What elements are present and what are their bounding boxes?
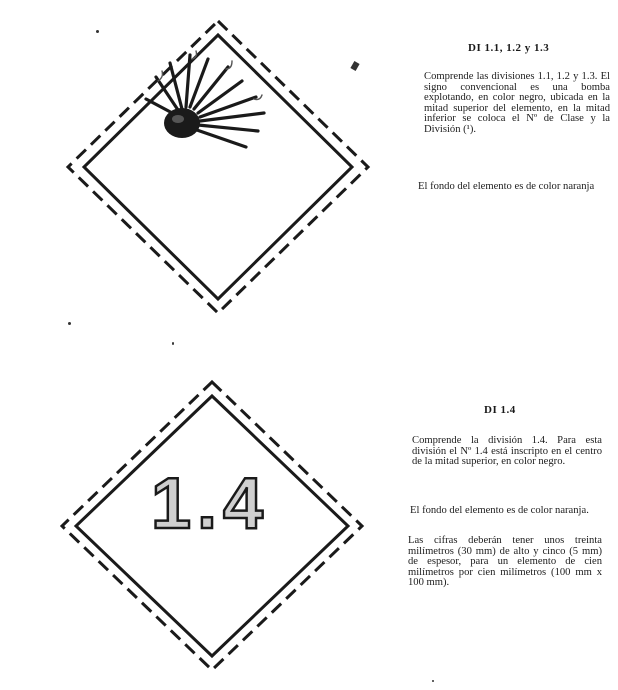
exploding-bomb-icon (146, 51, 264, 147)
explosive-placard-1-1 (60, 15, 376, 315)
section-title-1-1: DI 1.1, 1.2 y 1.3 (468, 42, 550, 54)
section-2-paragraph-2: El fondo del elemento es de color naranja. (410, 505, 589, 516)
section-title-1-4: DI 1.4 (484, 404, 516, 416)
section-1-paragraph-1: Comprende las divisiones 1.1, 1.2 y 1.3. El signo convencional es una bomba explotando, en color negro, ubicada en la mitad superior del elemento, en la mitad inferior se coloca el Nº de Clase y la División (¹). (424, 71, 610, 135)
section-1-paragraph-2: El fondo del elemento es de color naranja (418, 181, 595, 192)
explosive-placard-1-4 (60, 378, 376, 678)
scan-speck (68, 322, 71, 325)
section-2-paragraph-3: Las cifras deberán tener unos treinta milímetros (30 mm) de alto y cinco (5 mm) de espesor, para un elemento de cien milímetros por cien milímetros (100 mm x 100 mm). (408, 535, 602, 589)
division-1-4-label: 1.4 (150, 464, 270, 544)
scan-speck (432, 680, 434, 682)
scan-speck (172, 342, 174, 345)
scan-speck (96, 30, 99, 33)
section-2-paragraph-1: Comprende la división 1.4. Para esta división el Nº 1.4 está inscripto en el centro de la mitad superior, en color negro. (412, 435, 602, 468)
